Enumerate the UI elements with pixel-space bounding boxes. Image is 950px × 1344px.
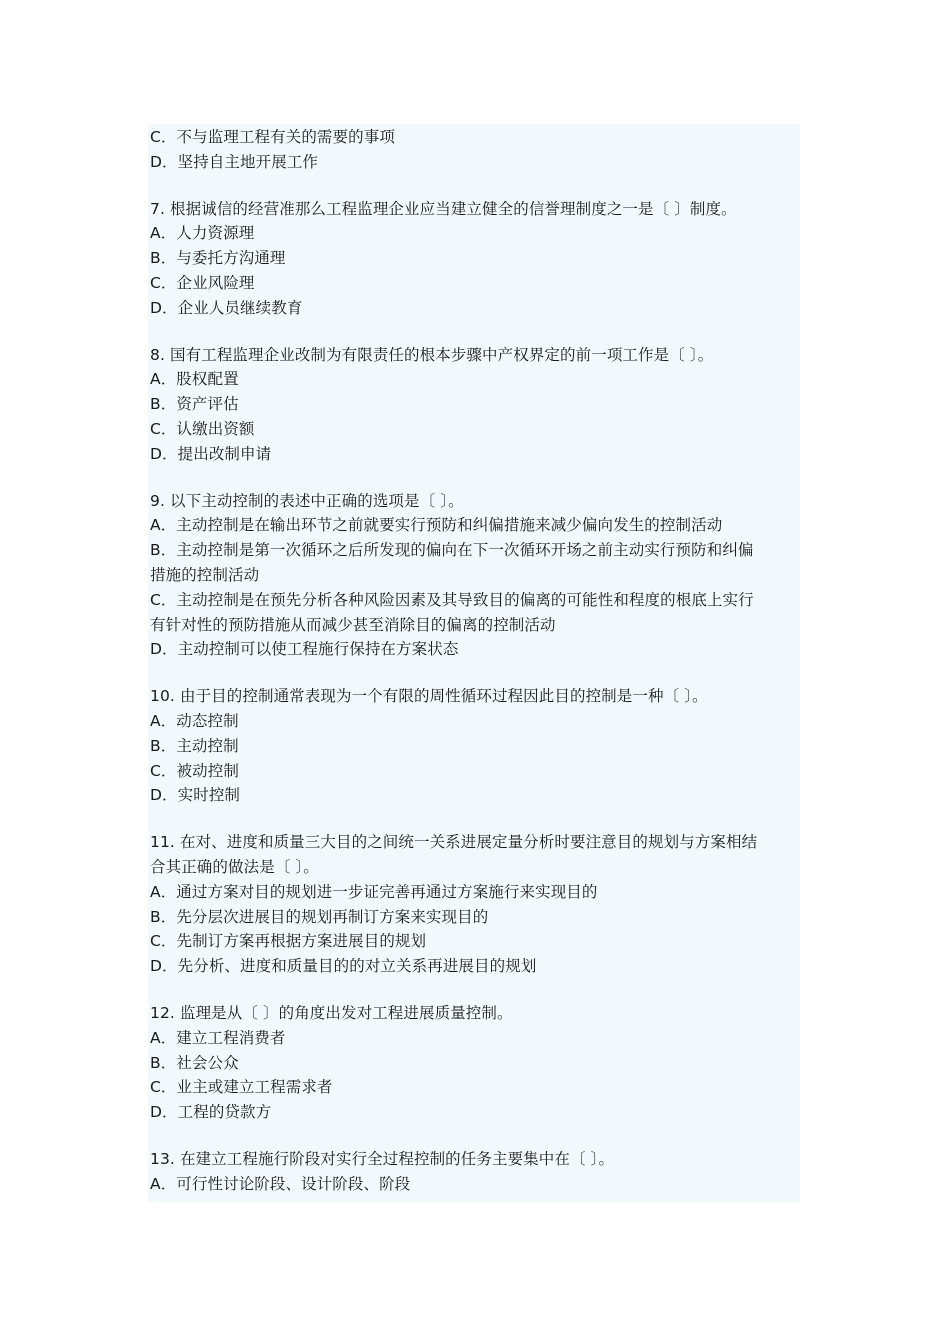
text-line: 有针对性的预防措施从而减少甚至消除目的偏离的控制活动 <box>150 615 556 634</box>
question-stem: 8. 国有工程监理企业改制为有限责任的根本步骤中产权界定的前一项工作是〔 〕。 <box>150 345 714 364</box>
answer-option: A．人力资源理 <box>150 224 255 243</box>
question-stem: 7. 根据诚信的经营准那么工程监理企业应当建立健全的信誉理制度之一是〔 〕制度。 <box>150 199 737 218</box>
answer-option: B．先分层次进展目的规划再制订方案来实现目的 <box>150 907 489 926</box>
text-line: 合其正确的做法是〔 〕。 <box>150 857 319 876</box>
answer-option: B．资产评估 <box>150 395 239 414</box>
answer-option: C．不与监理工程有关的需要的事项 <box>150 128 395 146</box>
question-stem: 9. 以下主动控制的表述中正确的选项是〔 〕。 <box>150 491 464 510</box>
answer-option: B．社会公众 <box>150 1053 239 1072</box>
answer-option: A．通过方案对目的规划进一步证完善再通过方案施行来实现目的 <box>150 882 598 901</box>
text-line: 措施的控制活动 <box>150 565 260 584</box>
paragraph-gap <box>150 662 800 684</box>
answer-option: D．主动控制可以使工程施行保持在方案状态 <box>150 640 459 659</box>
paragraph-gap <box>150 1125 800 1147</box>
answer-option: C．认缴出资额 <box>150 419 255 438</box>
answer-option: A．股权配置 <box>150 370 239 389</box>
answer-option: C．企业风险理 <box>150 273 255 292</box>
answer-option: D．实时控制 <box>150 786 241 805</box>
answer-option: B．主动控制是第一次循环之后所发现的偏向在下一次循环开场之前主动实行预防和纠偏 <box>150 541 754 560</box>
answer-option: C．先制订方案再根据方案进展目的规划 <box>150 932 427 951</box>
answer-option: C．主动控制是在预先分析各种风险因素及其导致目的偏离的可能性和程度的根底上实行 <box>150 590 754 609</box>
paragraph-gap <box>150 467 800 489</box>
answer-option: B．主动控制 <box>150 736 239 755</box>
question-stem: 10. 由于目的控制通常表现为一个有限的周性循环过程因此目的控制是一种〔 〕。 <box>150 687 708 706</box>
paragraph-gap <box>150 175 800 197</box>
paragraph-gap <box>150 808 800 830</box>
document-page-content <box>148 124 800 1202</box>
answer-option: D．工程的贷款方 <box>150 1103 272 1122</box>
answer-option: D．提出改制申请 <box>150 444 272 463</box>
answer-option: D．坚持自主地开展工作 <box>150 152 319 171</box>
answer-option: C．被动控制 <box>150 761 239 780</box>
answer-option: C．业主或建立工程需求者 <box>150 1078 333 1097</box>
answer-option: D．先分析、进度和质量目的的对立关系再进展目的规划 <box>150 957 537 976</box>
answer-option: A．建立工程消费者 <box>150 1028 286 1047</box>
paragraph-gap <box>150 979 800 1001</box>
question-stem: 11. 在对、进度和质量三大目的之间统一关系进展定量分析时要注意目的规划与方案相结 <box>150 833 758 852</box>
question-stem: 12. 监理是从〔 〕的角度出发对工程进展质量控制。 <box>150 1003 513 1022</box>
answer-option: A．可行性讨论阶段、设计阶段、阶段 <box>150 1174 411 1193</box>
paragraph-gap <box>150 321 800 343</box>
answer-option: D．企业人员继续教育 <box>150 298 303 317</box>
answer-option: A．动态控制 <box>150 711 239 730</box>
answer-option: B．与委托方沟通理 <box>150 249 286 268</box>
answer-option: A．主动控制是在输出环节之前就要实行预防和纠偏措施来减少偏向发生的控制活动 <box>150 516 723 535</box>
question-stem: 13. 在建立工程施行阶段对实行全过程控制的任务主要集中在〔 〕。 <box>150 1149 615 1168</box>
